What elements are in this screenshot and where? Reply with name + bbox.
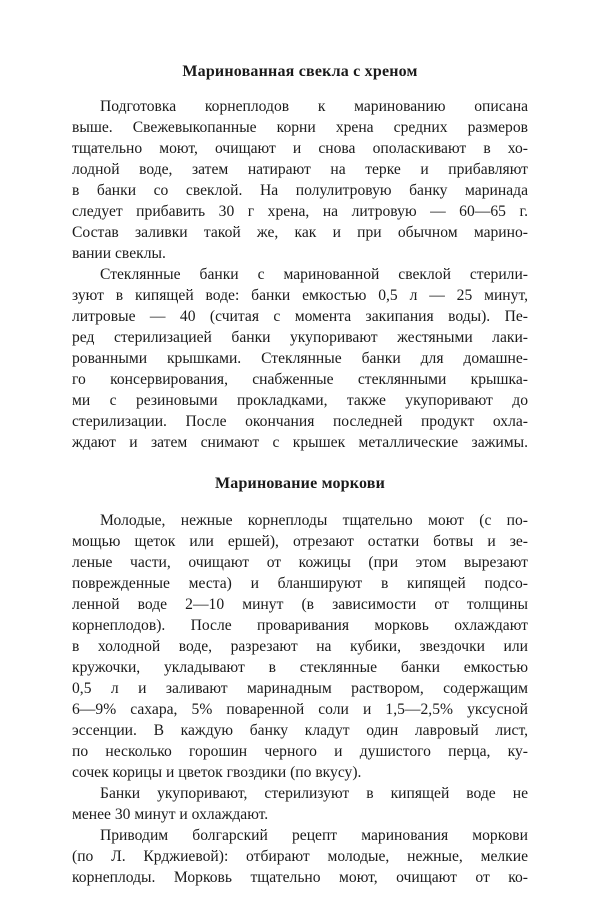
text-line: стерилизации. После окончания последней продукт охла- — [72, 413, 528, 430]
text-line: го консервирования, снабженные стеклянными крышка- — [72, 371, 528, 388]
section-title-beet: Маринованная свекла с хреном — [182, 63, 418, 80]
text-line: рованными крышками. Стеклянные банки для домашне- — [72, 350, 528, 367]
text-line: ред стерилизацией банки укупоривают жестяными лаки- — [72, 329, 528, 346]
text-line: Приводим болгарский рецепт маринования моркови — [100, 827, 528, 844]
text-line: Молодые, нежные корнеплоды тщательно моют (с по- — [100, 512, 528, 529]
text-line: сочек корицы и цветок гвоздики (по вкусу). — [72, 764, 362, 781]
text-line: лодной воде, затем натирают на терке и прибавляют — [72, 161, 528, 178]
text-line: вании свеклы. — [72, 245, 166, 262]
text-line: в банки со свеклой. На полулитровую банку маринада — [72, 182, 528, 199]
text-line: корнеплодов). После проваривания морковь охлаждают — [72, 617, 528, 634]
text-line: мощью щеток или ершей), отрезают остатки ботвы и зе- — [72, 533, 528, 550]
text-line: Банки укупоривают, стерилизуют в кипящей воде не — [100, 785, 528, 802]
text-line: менее 30 минут и охлаждают. — [72, 806, 269, 823]
text-line: в холодной воде, разрезают на кубики, звездочки или — [72, 638, 528, 655]
text-line: (по Л. Крджиевой): отбирают молодые, нежные, мелкие — [72, 848, 528, 865]
text-line: следует прибавить 30 г хрена, на литровую — 60—65 г. — [72, 203, 528, 220]
text-line: Состав заливки такой же, как и при обычном марино- — [72, 224, 528, 241]
text-line: литровые — 40 (считая с момента закипания воды). Пе- — [72, 308, 528, 325]
text-line: по несколько горошин черного и душистого перца, ку- — [72, 743, 528, 760]
text-line: Подготовка корнеплодов к маринованию описана — [100, 98, 528, 115]
text-line: тщательно моют, очищают и снова ополаскивают в хо- — [72, 140, 528, 157]
book-page — [72, 0, 528, 914]
text-line: поврежденные места) и бланшируют в кипящей подсо- — [72, 575, 528, 592]
text-line: ленной воде 2—10 минут (в зависимости от толщины — [72, 596, 528, 613]
text-line: корнеплоды. Морковь тщательно моют, очищают от ко- — [72, 869, 528, 886]
text-line: 6—9% сахара, 5% поваренной соли и 1,5—2,5% уксусной — [72, 701, 528, 718]
text-line: эссенции. В каждую банку кладут один лавровый лист, — [72, 722, 528, 739]
section-title-carrot: Маринование моркови — [214, 475, 386, 492]
text-line: кружочки, укладывают в стеклянные банки емкостью — [72, 659, 528, 676]
text-line: выше. Свежевыкопанные корни хрена средних размеров — [72, 119, 528, 136]
text-line: ждают и затем снимают с крышек металлические зажимы. — [72, 434, 528, 451]
text-line: зуют в кипящей воде: банки емкостью 0,5 л — 25 минут, — [72, 287, 528, 304]
text-line: Стеклянные банки с маринованной свеклой стерили- — [100, 266, 528, 283]
text-line: леные части, очищают от кожицы (при этом вырезают — [72, 554, 528, 571]
text-line: 0,5 л и заливают маринадным раствором, содержащим — [72, 680, 528, 697]
text-line: ми с резиновыми прокладками, также укупоривают до — [72, 392, 528, 409]
